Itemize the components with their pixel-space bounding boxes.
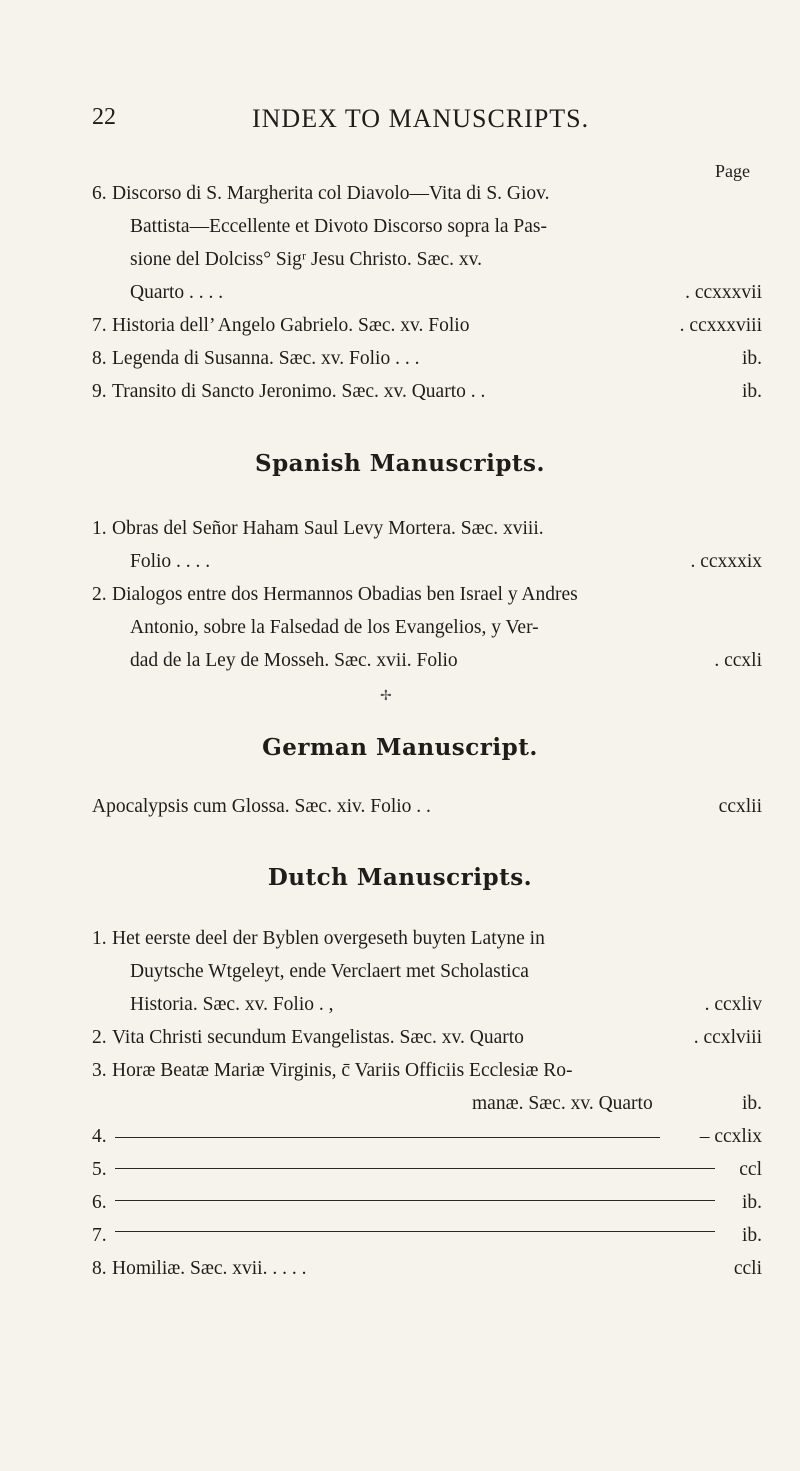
page-reference: . ccxxxix [690, 551, 762, 572]
entry-dutch-6 [92, 1186, 762, 1219]
entry-text: Legenda di Susanna. Sæc. xv. Folio . . . [112, 348, 420, 369]
entry-text: Historia dell’ Angelo Gabrielo. Sæc. xv. Folio [112, 315, 470, 336]
entry-text: Duytsche Wtgeleyt, ende Verclaert met Scholastica [130, 961, 529, 982]
entry-number: 6. [92, 1192, 107, 1213]
entry-dutch-7 [92, 1219, 762, 1252]
page-reference: ib. [741, 348, 762, 369]
entry-number: 7. [92, 315, 107, 336]
page-reference: ccli [733, 1258, 762, 1279]
entry-text: Battista—Eccellente et Divoto Discorso sopra la Pas- [130, 216, 547, 237]
entry-italian-7 [92, 309, 762, 342]
page-reference: ib. [741, 1093, 762, 1114]
entry-german [92, 790, 762, 823]
entry-number: 6. [92, 183, 107, 204]
entry-text: Homiliæ. Sæc. xvii. . . . . [112, 1258, 307, 1279]
entry-number: 8. [92, 1258, 107, 1279]
entry-spanish-2 [92, 578, 762, 677]
page-title: INDEX TO MANUSCRIPTS. [252, 104, 590, 133]
page-reference: – ccxlix [699, 1126, 762, 1147]
entry-italian-9 [92, 375, 762, 408]
section-heading-german: German Manuscript. [262, 734, 538, 761]
entry-text: Folio . . . . [130, 551, 211, 572]
page-reference: . ccxlviii [693, 1027, 762, 1048]
entry-italian-8 [92, 342, 762, 375]
ditto-rule [115, 1200, 715, 1201]
page-reference: . ccxliv [704, 994, 762, 1015]
page-number: 22 [92, 104, 116, 130]
entry-number: 9. [92, 381, 107, 402]
page-reference: . ccxxxviii [679, 315, 762, 336]
entry-text: Quarto . . . . [130, 282, 224, 303]
page-reference: ccl [739, 1159, 762, 1180]
entry-number: 2. [92, 1027, 107, 1048]
section-heading-dutch: Dutch Manuscripts. [267, 864, 533, 891]
entry-number: 3. [92, 1060, 107, 1081]
entry-text: Het eerste deel der Byblen overgeseth buyten Latyne in [112, 928, 545, 949]
page-reference: ib. [741, 381, 762, 402]
page-reference: ib. [741, 1225, 762, 1246]
entry-number: 4. [92, 1126, 107, 1147]
entry-text: sione del Dolciss° Sigʳ Jesu Christo. Sæc. xv. [130, 249, 483, 270]
entry-dutch-3 [92, 1054, 762, 1120]
entry-number: 1. [92, 928, 107, 949]
entry-text: Dialogos entre dos Hermannos Obadias ben Israel y Andres [112, 584, 578, 605]
entry-number: 2. [92, 584, 107, 605]
ornament-icon: ✢ [380, 689, 392, 704]
entry-text: Vita Christi secundum Evangelistas. Sæc. xv. Quarto [112, 1027, 524, 1048]
page-reference: . ccxli [714, 650, 762, 671]
entry-dutch-2 [92, 1021, 762, 1054]
page-reference: . ccxxxvii [685, 282, 762, 303]
entry-text: manæ. Sæc. xv. Quarto [472, 1093, 653, 1114]
entry-text: Obras del Señor Haham Saul Levy Mortera. Sæc. xviii. [112, 518, 544, 539]
entry-text: Transito di Sancto Jeronimo. Sæc. xv. Quarto . . [112, 381, 486, 402]
entry-dutch-8 [92, 1252, 762, 1285]
entry-dutch-5 [92, 1153, 762, 1186]
entry-text: Apocalypsis cum Glossa. Sæc. xiv. Folio . . [92, 796, 431, 817]
page-reference: ccxlii [718, 796, 762, 817]
entry-dutch-1 [92, 922, 762, 1021]
entry-text: Historia. Sæc. xv. Folio . , [130, 994, 334, 1015]
entry-italian-6 [92, 177, 762, 309]
entry-number: 1. [92, 518, 107, 539]
entry-number: 5. [92, 1159, 107, 1180]
entry-number: 8. [92, 348, 107, 369]
entry-text: Horæ Beatæ Mariæ Virginis, c̄ Variis Officiis Ecclesiæ Ro- [112, 1060, 573, 1081]
ditto-rule [115, 1137, 660, 1138]
entry-spanish-1 [92, 512, 762, 578]
page-reference: ib. [741, 1192, 762, 1213]
ditto-rule [115, 1231, 715, 1232]
entry-text: Antonio, sobre la Falsedad de los Evangelios, y Ver- [130, 617, 539, 638]
page-column-label: Page [715, 161, 750, 181]
section-heading-spanish: Spanish Manuscripts. [254, 450, 545, 477]
entry-number: 7. [92, 1225, 107, 1246]
ditto-rule [115, 1168, 715, 1169]
running-head [92, 104, 760, 144]
entry-text: Discorso di S. Margherita col Diavolo—Vita di S. Giov. [112, 183, 550, 204]
entry-text: dad de la Ley de Mosseh. Sæc. xvii. Folio [130, 650, 458, 671]
